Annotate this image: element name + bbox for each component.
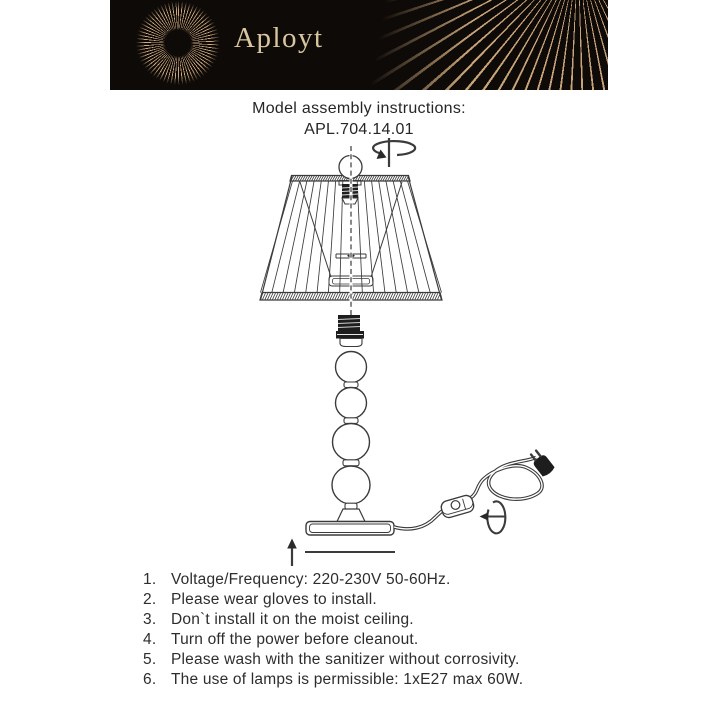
item-number: 4.	[143, 631, 157, 648]
sunburst-logo-icon	[132, 0, 224, 89]
lamp-shade	[260, 176, 442, 301]
item-text: Turn off the power before cleanout.	[171, 631, 419, 648]
lamp-base	[306, 522, 394, 536]
glass-ball-4	[332, 466, 370, 504]
item-number: 6.	[143, 671, 157, 688]
list-item	[143, 630, 613, 650]
shade-spider-socket	[339, 181, 361, 205]
rotate-cord-icon	[480, 501, 506, 533]
list-item	[143, 670, 613, 690]
title-block	[110, 98, 608, 140]
page-title: Model assembly instructions:	[252, 100, 466, 117]
model-number: APL.704.14.01	[304, 121, 414, 138]
item-text: Voltage/Frequency: 220-230V 50-60Hz.	[171, 571, 451, 588]
brand-banner	[110, 0, 608, 90]
item-number: 2.	[143, 591, 157, 608]
rotate-finial-icon	[373, 138, 415, 167]
item-number: 3.	[143, 611, 157, 628]
corner-rays-decoration	[358, 0, 608, 90]
glass-ball-stem	[332, 352, 370, 522]
item-text: The use of lamps is permissible: 1xE27 max 60W.	[171, 671, 524, 688]
socket-coupler	[336, 315, 364, 347]
item-number: 5.	[143, 651, 157, 668]
cord-switch	[440, 494, 475, 519]
item-number: 1.	[143, 571, 157, 588]
list-item	[143, 610, 613, 630]
shade-harp	[300, 182, 402, 286]
list-item	[143, 570, 613, 590]
finial-ball	[339, 156, 362, 179]
power-plug-icon	[528, 448, 556, 478]
item-text: Please wash with the sanitizer without corrosivity.	[171, 651, 520, 668]
shade-bottom-rim	[260, 293, 442, 301]
glass-ball-2	[336, 388, 367, 419]
glass-ball-1	[336, 352, 367, 383]
placement-up-arrow-icon	[287, 539, 297, 567]
brand-logo-text: Aployt	[234, 22, 324, 54]
power-cord	[394, 458, 542, 529]
instructions-list	[143, 570, 613, 690]
item-text: Don`t install it on the moist ceiling.	[171, 611, 414, 628]
glass-ball-3	[333, 424, 370, 461]
shade-top-rim	[290, 176, 410, 182]
list-item	[143, 650, 613, 670]
item-text: Please wear gloves to install.	[171, 591, 377, 608]
list-item	[143, 590, 613, 610]
